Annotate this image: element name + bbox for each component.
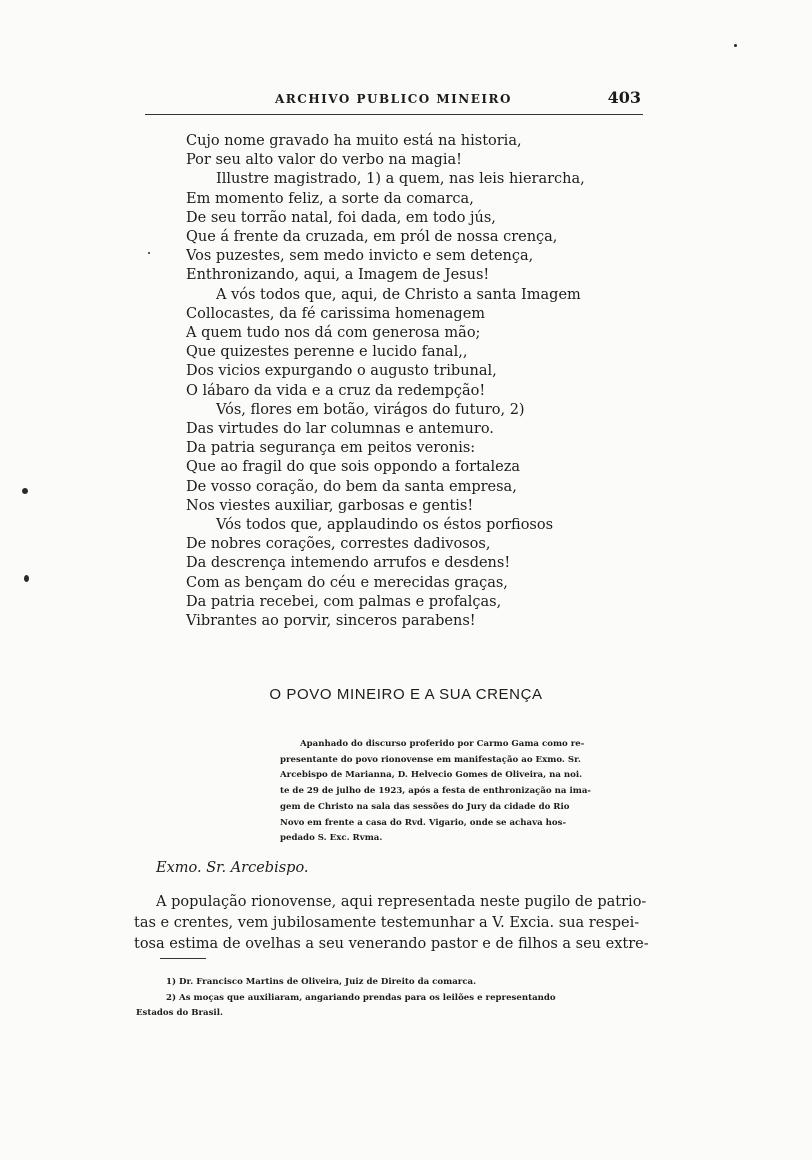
verse-line: De vosso coração, do bem da santa empresa, xyxy=(186,478,517,495)
poem xyxy=(186,132,626,631)
verse-line: Enthronizando, aqui, a Imagem de Jesus! xyxy=(186,267,490,284)
speech-abstract xyxy=(280,737,638,847)
verse-line: Da patria segurança em peitos veronis: xyxy=(186,440,476,457)
verse-line: Em momento feliz, a sorte da comarca, xyxy=(186,190,474,207)
abstract-line: pedado S. Exc. Rvma. xyxy=(280,833,383,844)
verse-line: Que á frente da cruzada, em pról de nossa crença, xyxy=(186,229,558,246)
verse-line: Vós, flores em botão, virágos do futuro, 2) xyxy=(216,401,525,418)
verse-line: Cujo nome gravado ha muito está na historia, xyxy=(186,133,522,149)
abstract-line: te de 29 de julho de 1923, após a festa de enthronização na ima- xyxy=(280,786,591,797)
verse-line: Collocastes, da fé carissima homenagem xyxy=(186,305,486,322)
abstract-line: Apanhado do discurso proferido por Carmo Gama como re- xyxy=(300,739,585,749)
scan-speck xyxy=(734,44,737,47)
verse-line: Nos viestes auxiliar, garbosas e gentis! xyxy=(186,497,474,514)
verse-line: A vós todos que, aqui, de Christo a santa Imagem xyxy=(216,286,581,303)
body-line: A população rionovense, aqui representada neste pugilo de patrio- xyxy=(156,894,647,910)
verse-line: Por seu alto valor do verbo na magia! xyxy=(186,152,462,169)
page-header xyxy=(145,88,643,115)
footnote-line: 1) Dr. Francisco Martins de Oliveira, Juiz de Direito da comarca. xyxy=(166,977,477,987)
footnote-line: Estados do Brasil. xyxy=(136,1008,223,1018)
salutation: Exmo. Sr. Arcebispo. xyxy=(156,860,309,876)
verse-line: Das virtudes do lar columnas e antemuro. xyxy=(186,421,494,438)
verse-line: Que quizestes perenne e lucido fanal,, xyxy=(186,344,468,361)
verse-line: O lábaro da vida e a cruz da redempção! xyxy=(186,382,486,399)
footnotes xyxy=(136,975,641,1022)
footnote-line: 2) As moças que auxiliaram, angariando prendas para os leilões e representando xyxy=(166,992,556,1003)
page-number: 403 xyxy=(607,88,641,107)
verse-line: Vós todos que, applaudindo os éstos porfiosos xyxy=(216,517,554,534)
footnote-rule xyxy=(160,958,206,959)
verse-line: Com as bençam do céu e merecidas graças, xyxy=(186,574,508,591)
verse-line: Illustre magistrado, 1) a quem, nas leis hierarcha, xyxy=(216,171,585,188)
verse-line: De seu torrão natal, foi dada, em todo jús, xyxy=(186,209,496,226)
running-head: ARCHIVO PUBLICO MINEIRO xyxy=(275,92,512,106)
abstract-line: gem de Christo na sala das sessões do Jury da cidade do Rio xyxy=(280,801,570,812)
body-paragraph xyxy=(134,892,649,955)
scan-speck xyxy=(148,252,150,254)
abstract-line: presentante do povo rionovense em manifestação ao Exmo. Sr. xyxy=(280,754,581,765)
abstract-line: Novo em frente a casa do Rvd. Vigario, onde se achava hos- xyxy=(280,817,567,828)
body-line: tas e crentes, vem jubilosamente testemunhar a V. Excia. sua respei- xyxy=(134,915,640,931)
scan-speck xyxy=(22,488,28,494)
verse-line: Vos puzestes, sem medo invicto e sem detença, xyxy=(186,248,534,265)
verse-line: A quem tudo nos dá com generosa mão; xyxy=(186,325,481,342)
verse-line: Da patria recebei, com palmas e profalças, xyxy=(186,593,502,610)
abstract-line: Arcebispo de Marianna, D. Helvecio Gomes de Oliveira, na noi. xyxy=(280,770,583,781)
scan-speck xyxy=(24,575,29,582)
section-title: O POVO MINEIRO E A SUA CRENÇA xyxy=(269,686,543,703)
verse-line: Vibrantes ao porvir, sinceros parabens! xyxy=(186,613,476,630)
verse-line: Dos vicios expurgando o augusto tribunal, xyxy=(186,363,497,380)
body-line: tosa estima de ovelhas a seu venerando pastor e de filhos a seu extre- xyxy=(134,936,649,952)
verse-line: De nobres corações, correstes dadivosos, xyxy=(186,536,491,553)
verse-line: Da descrença intemendo arrufos e desdens! xyxy=(186,555,511,572)
verse-line: Que ao fragil do que sois oppondo a fortaleza xyxy=(186,459,521,476)
